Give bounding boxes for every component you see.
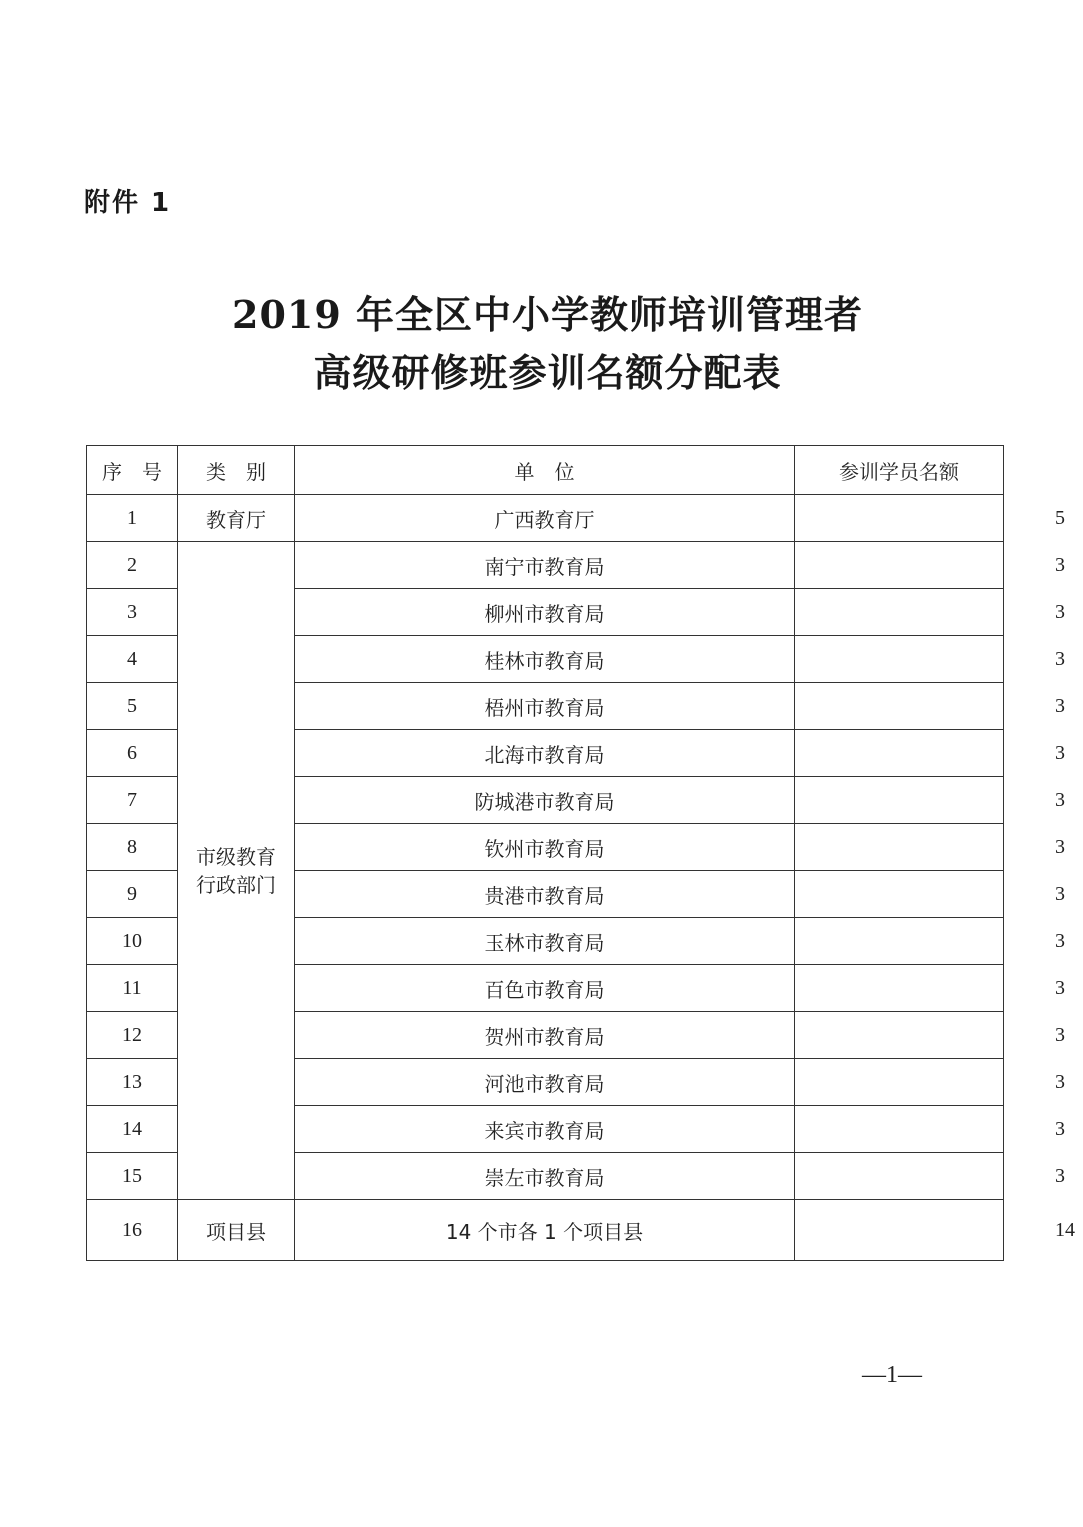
header-unit: 单 位 bbox=[295, 446, 795, 495]
row-index: 11 bbox=[87, 965, 178, 1012]
row-unit: 贵港市教育局 bbox=[295, 871, 795, 918]
row-unit: 河池市教育局 bbox=[295, 1059, 795, 1106]
row-index: 8 bbox=[87, 824, 178, 871]
row-unit: 防城港市教育局 bbox=[295, 777, 795, 824]
row-quota: 5 bbox=[795, 495, 1004, 542]
row-unit: 14 个市各 1 个项目县 bbox=[295, 1200, 795, 1261]
row-category: 项目县 bbox=[178, 1200, 295, 1261]
row-index: 7 bbox=[87, 777, 178, 824]
row-unit: 桂林市教育局 bbox=[295, 636, 795, 683]
row-quota: 3 bbox=[795, 965, 1004, 1012]
quota-allocation-table bbox=[86, 445, 1075, 1261]
row-quota: 3 bbox=[795, 542, 1004, 589]
row-index: 6 bbox=[87, 730, 178, 777]
row-index: 15 bbox=[87, 1153, 178, 1200]
row-quota: 3 bbox=[795, 683, 1004, 730]
row-category-merged bbox=[178, 542, 295, 1200]
header-index: 序 号 bbox=[87, 446, 178, 495]
row-unit: 北海市教育局 bbox=[295, 730, 795, 777]
row-index: 9 bbox=[87, 871, 178, 918]
row-index: 12 bbox=[87, 1012, 178, 1059]
header-quota: 参训学员名额 bbox=[795, 446, 1004, 495]
row-unit: 崇左市教育局 bbox=[295, 1153, 795, 1200]
row-quota: 3 bbox=[795, 589, 1004, 636]
row-quota: 3 bbox=[795, 1012, 1004, 1059]
category-line-2: 行政部门 bbox=[196, 872, 276, 897]
row-index: 13 bbox=[87, 1059, 178, 1106]
row-index: 10 bbox=[87, 918, 178, 965]
row-quota: 3 bbox=[795, 1153, 1004, 1200]
row-quota: 3 bbox=[795, 918, 1004, 965]
table-row bbox=[87, 1200, 1004, 1261]
category-line-1: 市级教育 bbox=[196, 844, 276, 869]
row-unit: 柳州市教育局 bbox=[295, 589, 795, 636]
row-index: 14 bbox=[87, 1106, 178, 1153]
row-quota: 14 bbox=[795, 1200, 1004, 1261]
document-title-line-2: 高级研修班参训名额分配表 bbox=[313, 350, 782, 395]
table-row bbox=[87, 542, 1004, 589]
row-unit: 百色市教育局 bbox=[295, 965, 795, 1012]
row-quota: 3 bbox=[795, 1106, 1004, 1153]
table-row bbox=[87, 495, 1004, 542]
row-unit: 玉林市教育局 bbox=[295, 918, 795, 965]
row-quota: 3 bbox=[795, 824, 1004, 871]
row-unit: 广西教育厅 bbox=[295, 495, 795, 542]
header-category: 类 别 bbox=[178, 446, 295, 495]
row-category: 教育厅 bbox=[178, 495, 295, 542]
row-quota: 3 bbox=[795, 871, 1004, 918]
table-header-row bbox=[87, 446, 1004, 495]
row-quota: 3 bbox=[795, 730, 1004, 777]
row-unit: 贺州市教育局 bbox=[295, 1012, 795, 1059]
row-unit: 钦州市教育局 bbox=[295, 824, 795, 871]
row-index: 3 bbox=[87, 589, 178, 636]
attachment-label: 附件 1 bbox=[84, 188, 172, 218]
document-title-line-1: 2019 年全区中小学教师培训管理者 bbox=[232, 292, 863, 337]
row-quota: 3 bbox=[795, 777, 1004, 824]
row-index: 1 bbox=[87, 495, 178, 542]
row-index: 2 bbox=[87, 542, 178, 589]
row-unit: 梧州市教育局 bbox=[295, 683, 795, 730]
row-index: 16 bbox=[87, 1200, 178, 1261]
row-unit: 来宾市教育局 bbox=[295, 1106, 795, 1153]
row-unit: 南宁市教育局 bbox=[295, 542, 795, 589]
row-quota: 3 bbox=[795, 1059, 1004, 1106]
row-quota: 3 bbox=[795, 636, 1004, 683]
page-number: —1— bbox=[862, 1362, 922, 1388]
row-index: 4 bbox=[87, 636, 178, 683]
row-index: 5 bbox=[87, 683, 178, 730]
